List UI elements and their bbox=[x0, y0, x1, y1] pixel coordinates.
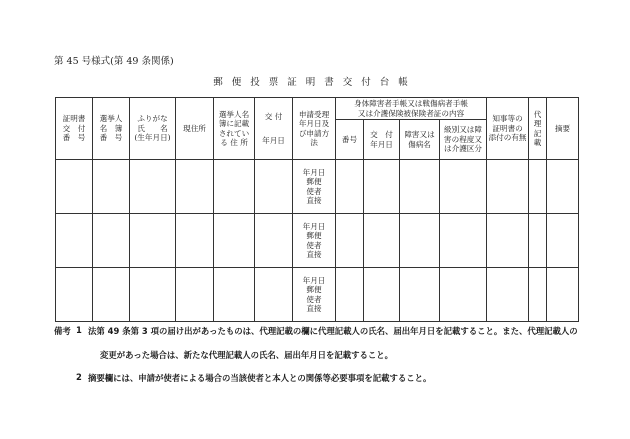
cell[interactable] bbox=[487, 268, 529, 322]
cell[interactable] bbox=[529, 268, 547, 322]
cell[interactable] bbox=[214, 214, 255, 268]
note-1-number: 1 bbox=[76, 325, 82, 335]
cell[interactable] bbox=[336, 214, 364, 268]
cell[interactable] bbox=[176, 160, 214, 214]
cell[interactable] bbox=[93, 160, 130, 214]
cell[interactable] bbox=[130, 160, 176, 214]
table-row bbox=[56, 268, 579, 322]
cell[interactable] bbox=[130, 268, 176, 322]
header-disability-group: 身体障害者手帳又は戦傷病者手帳 又は介護保険被保険者証の内容 bbox=[336, 98, 487, 120]
ledger-title: 郵便投票証明書交付台帳 bbox=[213, 77, 417, 88]
cell[interactable] bbox=[56, 268, 93, 322]
cell[interactable] bbox=[130, 214, 176, 268]
note-2-number: 2 bbox=[76, 372, 82, 382]
header-dg-disability: 障害又は 傷病名 bbox=[400, 120, 440, 160]
cell[interactable] bbox=[56, 160, 93, 214]
cell[interactable] bbox=[364, 268, 400, 322]
cell[interactable] bbox=[336, 160, 364, 214]
header-registered-address: 選挙人名 簿に記載 されてい る 住 所 bbox=[214, 98, 255, 160]
cell[interactable] bbox=[440, 268, 487, 322]
cell[interactable] bbox=[364, 214, 400, 268]
cell[interactable] bbox=[487, 160, 529, 214]
header-issue bbox=[255, 98, 293, 160]
cell[interactable] bbox=[93, 268, 130, 322]
header-dg-number: 番号 bbox=[336, 120, 364, 160]
table-row bbox=[56, 214, 579, 268]
cell[interactable] bbox=[400, 214, 440, 268]
cell[interactable] bbox=[93, 214, 130, 268]
header-name: ふりがな 氏 名 (生年月日) bbox=[130, 98, 176, 160]
cell[interactable] bbox=[400, 160, 440, 214]
cell[interactable] bbox=[214, 160, 255, 214]
cell[interactable] bbox=[529, 214, 547, 268]
cell[interactable] bbox=[547, 214, 579, 268]
cell[interactable] bbox=[176, 268, 214, 322]
cell[interactable] bbox=[336, 268, 364, 322]
table-row bbox=[56, 160, 579, 214]
cell[interactable] bbox=[214, 268, 255, 322]
cell[interactable] bbox=[440, 214, 487, 268]
cell[interactable] bbox=[255, 268, 293, 322]
cell[interactable] bbox=[56, 214, 93, 268]
notes-label: 備考 bbox=[54, 326, 71, 336]
header-proxy: 代 理 記 載 bbox=[529, 98, 547, 160]
header-application: 申請受理 年月日及 び申請方 法 bbox=[293, 98, 336, 160]
note-2-line-1: 摘要欄には、申請が使者による場合の当該使者と本人との関係等必要事項を記載すること。 bbox=[88, 373, 432, 383]
cell[interactable] bbox=[529, 160, 547, 214]
application-method-cell: 年月日 郵便 使者 直接 bbox=[293, 268, 336, 322]
ledger-table bbox=[55, 97, 579, 322]
cell[interactable] bbox=[487, 214, 529, 268]
header-issue-label: 交 付 bbox=[264, 112, 283, 122]
header-remarks: 摘要 bbox=[547, 98, 579, 160]
application-method-cell: 年月日 郵便 使者 直接 bbox=[293, 214, 336, 268]
cell[interactable] bbox=[547, 268, 579, 322]
cell[interactable] bbox=[400, 268, 440, 322]
cell[interactable] bbox=[364, 160, 400, 214]
header-dg-grade: 級別又は障 害の程度又 は介護区分 bbox=[440, 120, 487, 160]
note-1-line-2: 変更があった場合は、新たな代理記載人の氏名、届出年月日を記載すること。 bbox=[100, 350, 394, 360]
cell[interactable] bbox=[547, 160, 579, 214]
cell[interactable] bbox=[255, 214, 293, 268]
application-method-cell: 年月日 郵便 使者 直接 bbox=[293, 160, 336, 214]
cell[interactable] bbox=[176, 214, 214, 268]
header-governor-cert: 知事等の 証明書の 添付の有無 bbox=[487, 98, 529, 160]
header-registry-number: 選挙人 名 簿 番 号 bbox=[93, 98, 130, 160]
header-current-address: 現住所 bbox=[176, 98, 214, 160]
header-dg-issue-date: 交 付 年月日 bbox=[364, 120, 400, 160]
cell[interactable] bbox=[255, 160, 293, 214]
header-issue-date: 年月日 bbox=[262, 135, 285, 145]
header-cert-number: 証明書 交 付 番 号 bbox=[56, 98, 93, 160]
note-1-line-1: 法第 49 条第 3 項の届け出があったものは、代理記載の欄に代理記載人の氏名、届出年月日を記載すること。また、代理記載人の bbox=[88, 326, 578, 336]
cell[interactable] bbox=[440, 160, 487, 214]
form-number: 第 45 号様式(第 49 条関係) bbox=[54, 56, 174, 67]
